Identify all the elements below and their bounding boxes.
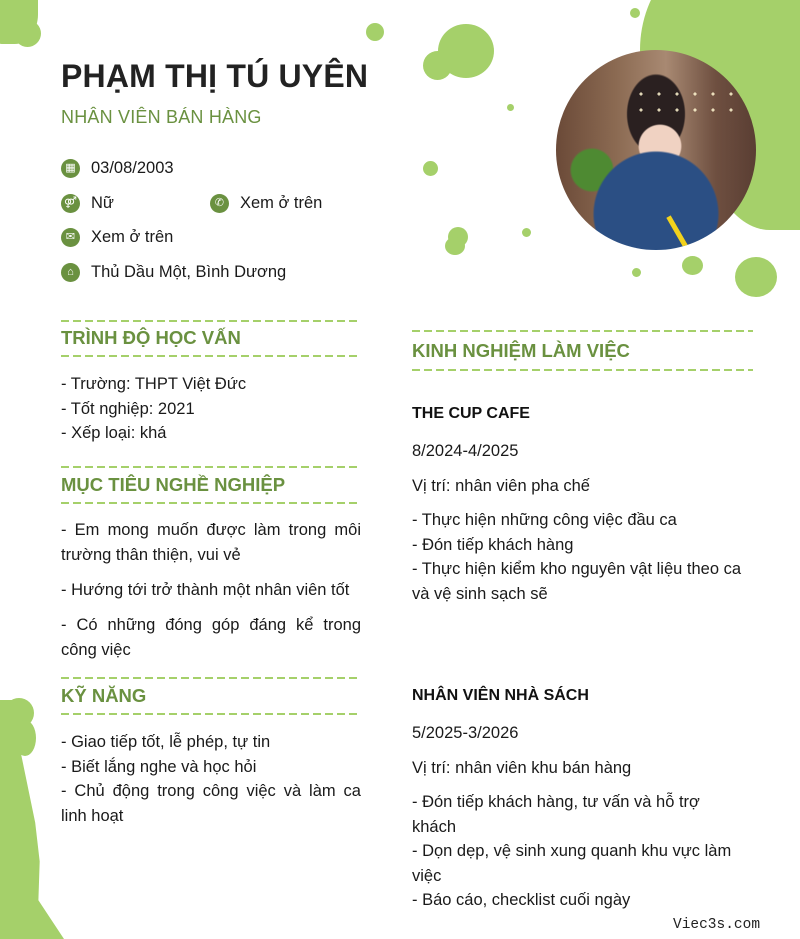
- email-value: Xem ở trên: [91, 228, 174, 246]
- calendar-icon: ▦: [61, 159, 80, 178]
- objective-item: - Em mong muốn được làm trong môi trường thân thiện, vui vẻ: [61, 521, 361, 564]
- profile-photo: [556, 50, 756, 250]
- home-icon: ⌂: [61, 263, 80, 282]
- divider: [412, 330, 753, 332]
- objective-item: - Hướng tới trở thành một nhân viên tốt: [61, 581, 350, 599]
- job-company: NHÂN VIÊN NHÀ SÁCH: [412, 687, 589, 704]
- contact-birthday: [61, 159, 174, 178]
- contact-address: [61, 263, 286, 282]
- job-duty: - Đón tiếp khách hàng, tư vấn và hỗ trợ khách: [412, 793, 700, 836]
- job-position: Vị trí: nhân viên pha chế: [412, 477, 590, 495]
- job-period: 8/2024-4/2025: [412, 442, 519, 460]
- gender-value: Nữ: [91, 194, 114, 212]
- watermark: Viec3s.com: [673, 917, 761, 933]
- birthday-value: 03/08/2003: [91, 159, 174, 177]
- divider: [61, 466, 361, 468]
- job-duty: - Thực hiện những công việc đầu ca: [412, 511, 677, 529]
- education-line: - Trường: THPT Việt Đức: [61, 375, 247, 393]
- envelope-icon: ✉: [61, 228, 80, 247]
- contact-email: [61, 228, 173, 247]
- decor-dot: [522, 228, 531, 237]
- education-line: - Xếp loại: khá: [61, 424, 167, 442]
- decor-dot: [682, 256, 703, 275]
- phone-value: Xem ở trên: [240, 194, 323, 212]
- decor-dot: [423, 51, 452, 80]
- job-duty: - Thực hiện kiểm kho nguyên vật liệu theo ca và vệ sinh sạch sẽ: [412, 560, 742, 603]
- section-title-skills: KỸ NĂNG: [61, 685, 147, 706]
- divider: [61, 677, 361, 679]
- phone-icon: ✆: [210, 194, 229, 213]
- section-title-objective: MỤC TIÊU NGHỀ NGHIỆP: [61, 474, 286, 495]
- job-company: THE CUP CAFE: [412, 405, 530, 422]
- contact-phone: [210, 194, 322, 213]
- address-value: Thủ Dầu Một, Bình Dương: [91, 263, 287, 281]
- decor-dot: [735, 257, 777, 297]
- divider: [61, 502, 361, 504]
- job-duty: - Dọn dẹp, vệ sinh xung quanh khu vực làm việc: [412, 842, 732, 885]
- photo-straw: [666, 215, 690, 250]
- job-position: Vị trí: nhân viên khu bán hàng: [412, 759, 632, 777]
- decor-dot: [630, 8, 640, 18]
- job-duty: - Đón tiếp khách hàng: [412, 536, 574, 554]
- section-title-experience: KINH NGHIỆM LÀM VIỆC: [412, 340, 630, 361]
- decor-dot: [366, 23, 384, 41]
- divider: [61, 713, 361, 715]
- job-period: 5/2025-3/2026: [412, 724, 519, 742]
- job-duty: - Báo cáo, checklist cuối ngày: [412, 891, 631, 909]
- decor-dot: [632, 268, 641, 277]
- divider: [61, 320, 361, 322]
- divider: [412, 369, 753, 371]
- divider: [61, 355, 361, 357]
- contact-gender: [61, 194, 114, 213]
- decor-dot: [507, 104, 514, 111]
- decor-dot: [445, 237, 465, 255]
- candidate-name: PHẠM THỊ TÚ UYÊN: [61, 58, 369, 94]
- skill-item: - Biết lắng nghe và học hỏi: [61, 758, 257, 776]
- skill-item: - Chủ động trong công việc và làm ca linh hoạt: [61, 782, 361, 825]
- photo-lights: [632, 86, 742, 116]
- candidate-role: NHÂN VIÊN BÁN HÀNG: [61, 107, 262, 127]
- objective-item: - Có những đóng góp đáng kể trong công việc: [61, 616, 361, 659]
- decor-dot: [423, 161, 438, 176]
- education-line: - Tốt nghiệp: 2021: [61, 400, 195, 418]
- section-title-education: TRÌNH ĐỘ HỌC VẤN: [61, 327, 241, 348]
- skill-item: - Giao tiếp tốt, lễ phép, tự tin: [61, 733, 271, 751]
- gender-icon: ⚤: [61, 194, 80, 213]
